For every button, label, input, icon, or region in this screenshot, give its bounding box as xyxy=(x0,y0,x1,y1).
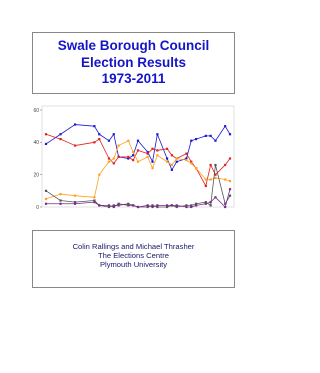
series-1-point xyxy=(190,140,192,142)
series-3-point xyxy=(224,178,226,180)
series-2-point xyxy=(45,133,47,135)
series-1-point xyxy=(113,133,115,135)
series-2-point xyxy=(210,164,212,166)
series-2-point xyxy=(205,185,207,187)
series-1-point xyxy=(108,140,110,142)
document-title: Swale Borough Council xyxy=(57,38,210,53)
series-2-point xyxy=(74,144,76,146)
y-tick-label: 40 xyxy=(33,140,39,147)
series-5-point xyxy=(108,204,110,206)
series-3-point xyxy=(59,193,61,195)
series-3-point xyxy=(98,174,100,176)
series-4-point xyxy=(214,164,216,166)
series-3-point xyxy=(205,178,207,180)
series-5-point xyxy=(113,206,115,208)
series-5-point xyxy=(147,204,149,206)
series-1-point xyxy=(98,133,100,135)
series-3-point xyxy=(137,161,139,163)
series-1-point xyxy=(156,133,158,135)
series-5-point xyxy=(156,204,158,206)
series-4-point xyxy=(210,204,212,206)
series-2-point xyxy=(113,162,115,164)
series-2-point xyxy=(108,157,110,159)
series-2-point xyxy=(132,159,134,161)
series-2-point xyxy=(137,149,139,151)
plot-area xyxy=(42,106,234,207)
series-2-point xyxy=(118,156,120,158)
series-5-point xyxy=(171,204,173,206)
series-2-point xyxy=(185,153,187,155)
university: Plymouth University xyxy=(99,260,168,269)
series-2-point xyxy=(156,149,158,151)
series-1-point xyxy=(205,135,207,137)
series-5-point xyxy=(195,204,197,206)
series-3-point xyxy=(45,198,47,200)
series-2-point xyxy=(147,153,149,155)
series-5-point xyxy=(205,203,207,205)
credits-panel xyxy=(32,230,235,288)
series-3-point xyxy=(151,167,153,169)
series-5-point xyxy=(166,204,168,206)
series-5-point xyxy=(93,201,95,203)
series-1-point xyxy=(176,161,178,163)
series-3-point xyxy=(195,167,197,169)
series-5-point xyxy=(176,204,178,206)
series-3-point xyxy=(214,177,216,179)
document-date-range: 1973-2011 xyxy=(101,71,166,86)
series-3-point xyxy=(156,154,158,156)
series-5-point xyxy=(190,206,192,208)
series-5-point xyxy=(118,203,120,205)
series-5-point xyxy=(210,201,212,203)
series-1-point xyxy=(224,125,226,127)
series-1-point xyxy=(59,133,61,135)
organisation: The Elections Centre xyxy=(98,251,169,260)
series-1-point xyxy=(171,169,173,171)
series-2-point xyxy=(224,164,226,166)
chart-svg xyxy=(28,101,242,214)
authors: Colin Rallings and Michael Thrasher xyxy=(72,242,195,251)
series-3-point xyxy=(166,161,168,163)
series-2-point xyxy=(166,148,168,150)
series-2-point xyxy=(59,138,61,140)
series-3-point xyxy=(190,162,192,164)
series-1-point xyxy=(166,157,168,159)
series-2-point xyxy=(229,157,231,159)
series-3-point xyxy=(93,196,95,198)
title-panel xyxy=(32,32,235,94)
y-tick-label: 0 xyxy=(36,204,39,211)
series-5-point xyxy=(132,204,134,206)
series-1-point xyxy=(93,125,95,127)
series-1-point xyxy=(137,140,139,142)
series-5-point xyxy=(98,204,100,206)
document-subtitle: Election Results xyxy=(80,54,187,70)
series-4-point xyxy=(59,199,61,201)
series-1-point xyxy=(214,140,216,142)
series-3-point xyxy=(118,144,120,146)
series-1-point xyxy=(74,123,76,125)
series-3-point xyxy=(74,195,76,197)
series-5-point xyxy=(151,206,153,208)
series-2-point xyxy=(127,156,129,158)
series-3-point xyxy=(229,180,231,182)
results-chart xyxy=(28,101,242,214)
series-1-point xyxy=(45,143,47,145)
series-5-point xyxy=(214,196,216,198)
series-3-point xyxy=(147,156,149,158)
series-5-point xyxy=(185,206,187,208)
series-4-point xyxy=(229,195,231,197)
series-4-point xyxy=(45,190,47,192)
series-3-point xyxy=(210,178,212,180)
series-1-point xyxy=(132,154,134,156)
series-5-point xyxy=(224,206,226,208)
series-2-point xyxy=(171,154,173,156)
series-3-point xyxy=(132,151,134,153)
series-5-point xyxy=(137,206,139,208)
series-2-point xyxy=(98,138,100,140)
series-3-point xyxy=(108,161,110,163)
series-3-point xyxy=(127,140,129,142)
series-2-point xyxy=(93,141,95,143)
series-1-point xyxy=(195,138,197,140)
series-5-point xyxy=(127,204,129,206)
series-5-point xyxy=(45,203,47,205)
series-3-point xyxy=(171,164,173,166)
series-1-point xyxy=(151,161,153,163)
series-5-point xyxy=(59,203,61,205)
series-3-point xyxy=(176,157,178,159)
series-3-point xyxy=(113,157,115,159)
series-1-point xyxy=(229,133,231,135)
y-tick-label: 20 xyxy=(33,172,39,179)
series-5-point xyxy=(74,203,76,205)
series-5-point xyxy=(229,188,231,190)
series-3-point xyxy=(185,159,187,161)
series-1-point xyxy=(210,135,212,137)
series-2-point xyxy=(151,148,153,150)
y-tick-label: 60 xyxy=(33,107,39,114)
